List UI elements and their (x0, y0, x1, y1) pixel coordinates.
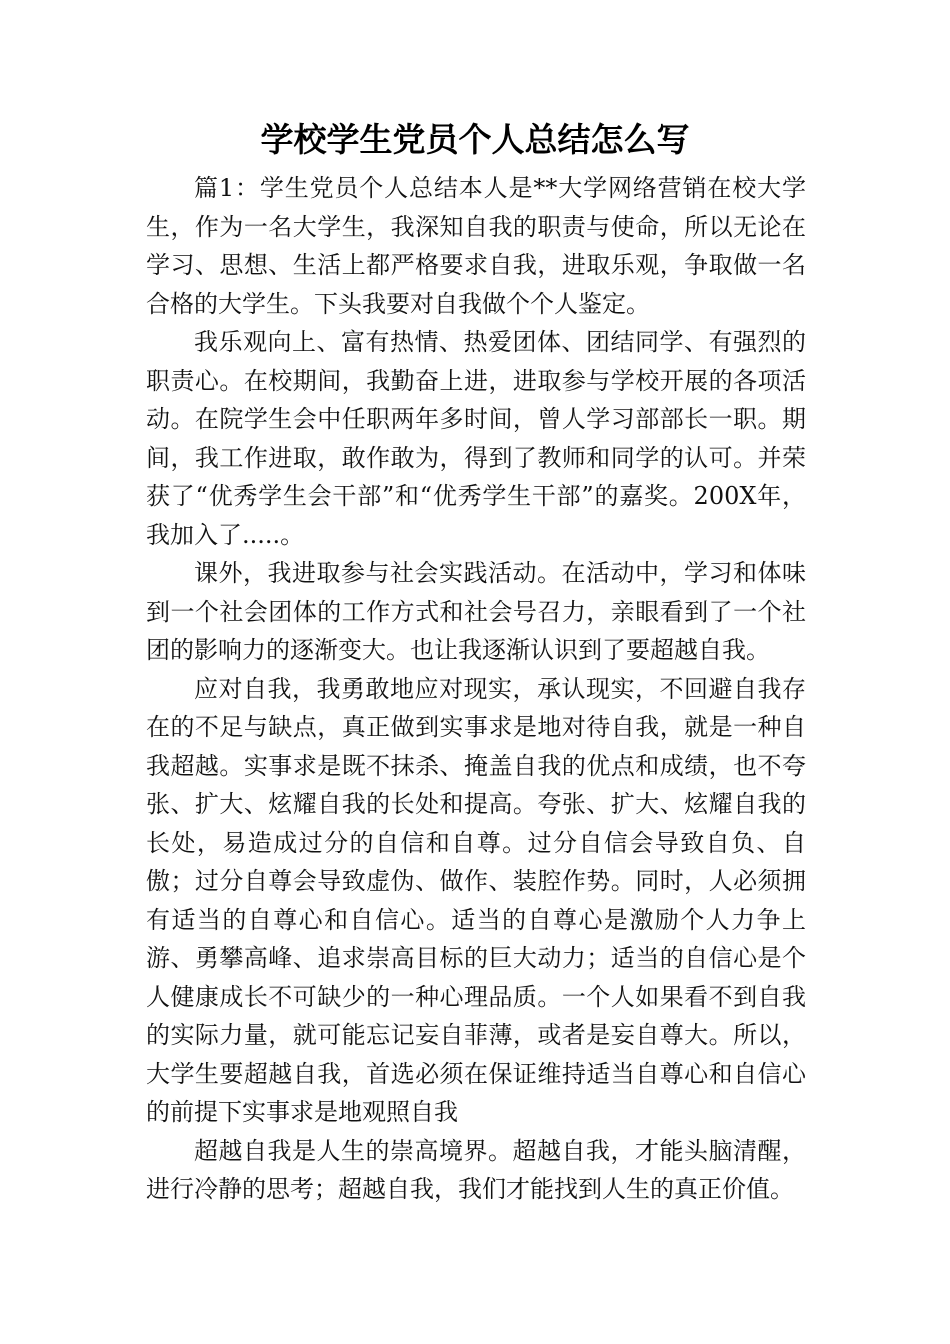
document-title: 学校学生党员个人总结怎么写 (260, 120, 690, 159)
paragraph: 超越自我是人生的崇高境界。超越自我，才能头脑清醒，进行冷静的思考；超越自我，我们才能找到人生的真正价值。 (146, 1136, 806, 1203)
paragraph: 我乐观向上、富有热情、热爱团体、团结同学、有强烈的职责心。在校期间，我勤奋上进，进取参与学校开展的各项活动。在院学生会中任职两年多时间，曾人学习部部长一职。期间，我工作进取，敢作敢为，得到了教师和同学的认可。并荣获了“优秀学生会干部”和“优秀学生干部”的嘉奖。200X年，我加入了.....。 (146, 328, 806, 549)
document-body (146, 169, 806, 1209)
paragraph: 篇1：学生党员个人总结本人是**大学网络营销在校大学生，作为一名大学生，我深知自我的职责与使命，所以无论在学习、思想、生活上都严格要求自我，进取乐观，争取做一名合格的大学生。下头我要对自我做个个人鉴定。 (146, 174, 806, 318)
paragraph: 应对自我，我勇敢地应对现实，承认现实，不回避自我存在的不足与缺点，真正做到实事求是地对待自我，就是一种自我超越。实事求是既不抹杀、掩盖自我的优点和成绩，也不夸张、扩大、炫耀自我的长处和提高。夸张、扩大、炫耀自我的长处，易造成过分的自信和自尊。过分自信会导致自负、自傲；过分自尊会导致虚伪、做作、装腔作势。同时，人必须拥有适当的自尊心和自信心。适当的自尊心是激励个人力争上游、勇攀高峰、追求崇高目标的巨大动力；适当的自信心是个人健康成长不可缺少的一种心理品质。一个人如果看不到自我的实际力量，就可能忘记妄自菲薄，或者是妄自尊大。所以，大学生要超越自我，首选必须在保证维持适当自尊心和自信心的前提下实事求是地观照自我 (146, 674, 806, 1126)
paragraph: 课外，我进取参与社会实践活动。在活动中，学习和体味到一个社会团体的工作方式和社会号召力，亲眼看到了一个社团的影响力的逐渐变大。也让我逐渐认识到了要超越自我。 (146, 559, 806, 664)
